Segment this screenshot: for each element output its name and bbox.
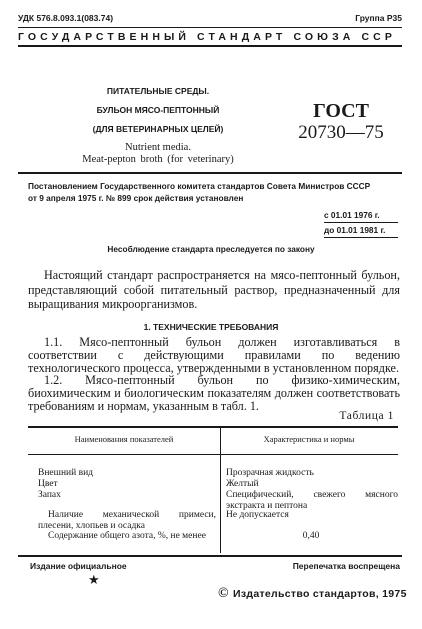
title-line-3: (ДЛЯ ВЕТЕРИНАРНЫХ ЦЕЛЕЙ) [92,124,224,134]
table-top-rule [28,426,398,428]
copyright-text: Издательство стандартов, 1975 [233,588,407,600]
table-row-1-value: Прозрачная жидкость [226,468,314,478]
table-label: Таблица 1 [339,410,394,422]
title-rule [18,172,402,174]
table-header-name: Наименования показателей [74,434,174,444]
section-title: 1. ТЕХНИЧЕСКИЕ ТРЕБОВАНИЯ [143,322,279,332]
copyright-icon: © [218,586,229,601]
table-row-2-value: Желтый [226,479,259,489]
intro-paragraph: Настоящий стандарт распространяется на мясо-пептонный бульон, представляющий собой питательный раствор, предназначенный для выращивания микроорганизмов. [28,268,400,311]
official-edition: Издание официальное [30,561,127,571]
table-row-3-value: Специфический, свежего мясного экстракта и пептона [226,490,398,511]
decree-line-1: Постановлением Государственного комитета стандартов Совета Министров СССР [28,181,371,191]
english-title-1: Nutrient media. [125,142,191,153]
warning-text: Несоблюдение стандарта преследуется по закону [107,244,315,254]
header-rule-top [18,27,402,28]
header-rule-bottom [18,45,402,47]
title-line-2: БУЛЬОН МЯСО-ПЕПТОННЫЙ [96,105,220,115]
standard-banner: ГОСУДАРСТВЕННЫЙ СТАНДАРТ СОЮЗА ССР [18,31,396,43]
table-column-divider [220,427,221,553]
decree-date-from: с 01.01 1976 г. [324,210,380,220]
footer-rule [18,555,402,557]
table-header-rule [28,454,398,455]
table-row-4-name: Наличие механической примеси, плесени, хлопьев и осадка [38,510,216,531]
table-row-2-name: Цвет [38,479,58,489]
title-block [58,82,258,166]
table-row-5-name: Содержание общего азота, %, не менее [48,531,206,541]
english-title-2: Meat-pepton broth (for veterinary) [82,154,234,165]
decree-line-2: от 9 апреля 1975 г. № 899 срок действия установлен [28,193,244,203]
table-row-4-value: Не допускается [226,510,289,520]
star-icon: ★ [88,573,100,588]
paragraph-1-2: 1.2. Мясо-пептонный бульон по физико-химическим, биохимическим и биологическим показателям должен соответствовать требованиям и нормам, указанным в табл. 1. [28,373,400,414]
table-row-5-value: 0,40 [302,531,320,541]
group-code: Группа Р35 [355,13,402,23]
paragraph-1-1: 1.1. Мясо-пептонный бульон должен изготавливаться в соответствии с действующими правилами по ведению технологического процесса, утвержденными в установленном порядке. [28,335,400,376]
gost-number: 20730—75 [298,122,384,143]
table-row-3-name: Запах [38,490,61,500]
udk-code: УДК 576.8.093.1(083.74) [18,13,114,23]
title-line-1: ПИТАТЕЛЬНЫЕ СРЕДЫ. [106,86,210,96]
reprint-prohibited: Перепечатка воспрещена [292,561,400,571]
decree-from-underline [324,222,398,223]
table-row-1-name: Внешний вид [38,468,93,478]
table-header-value: Характеристика и нормы [263,434,355,444]
gost-label: ГОСТ [313,100,369,122]
decree-to-underline [324,237,398,238]
decree-date-to: до 01.01 1981 г. [324,225,386,235]
